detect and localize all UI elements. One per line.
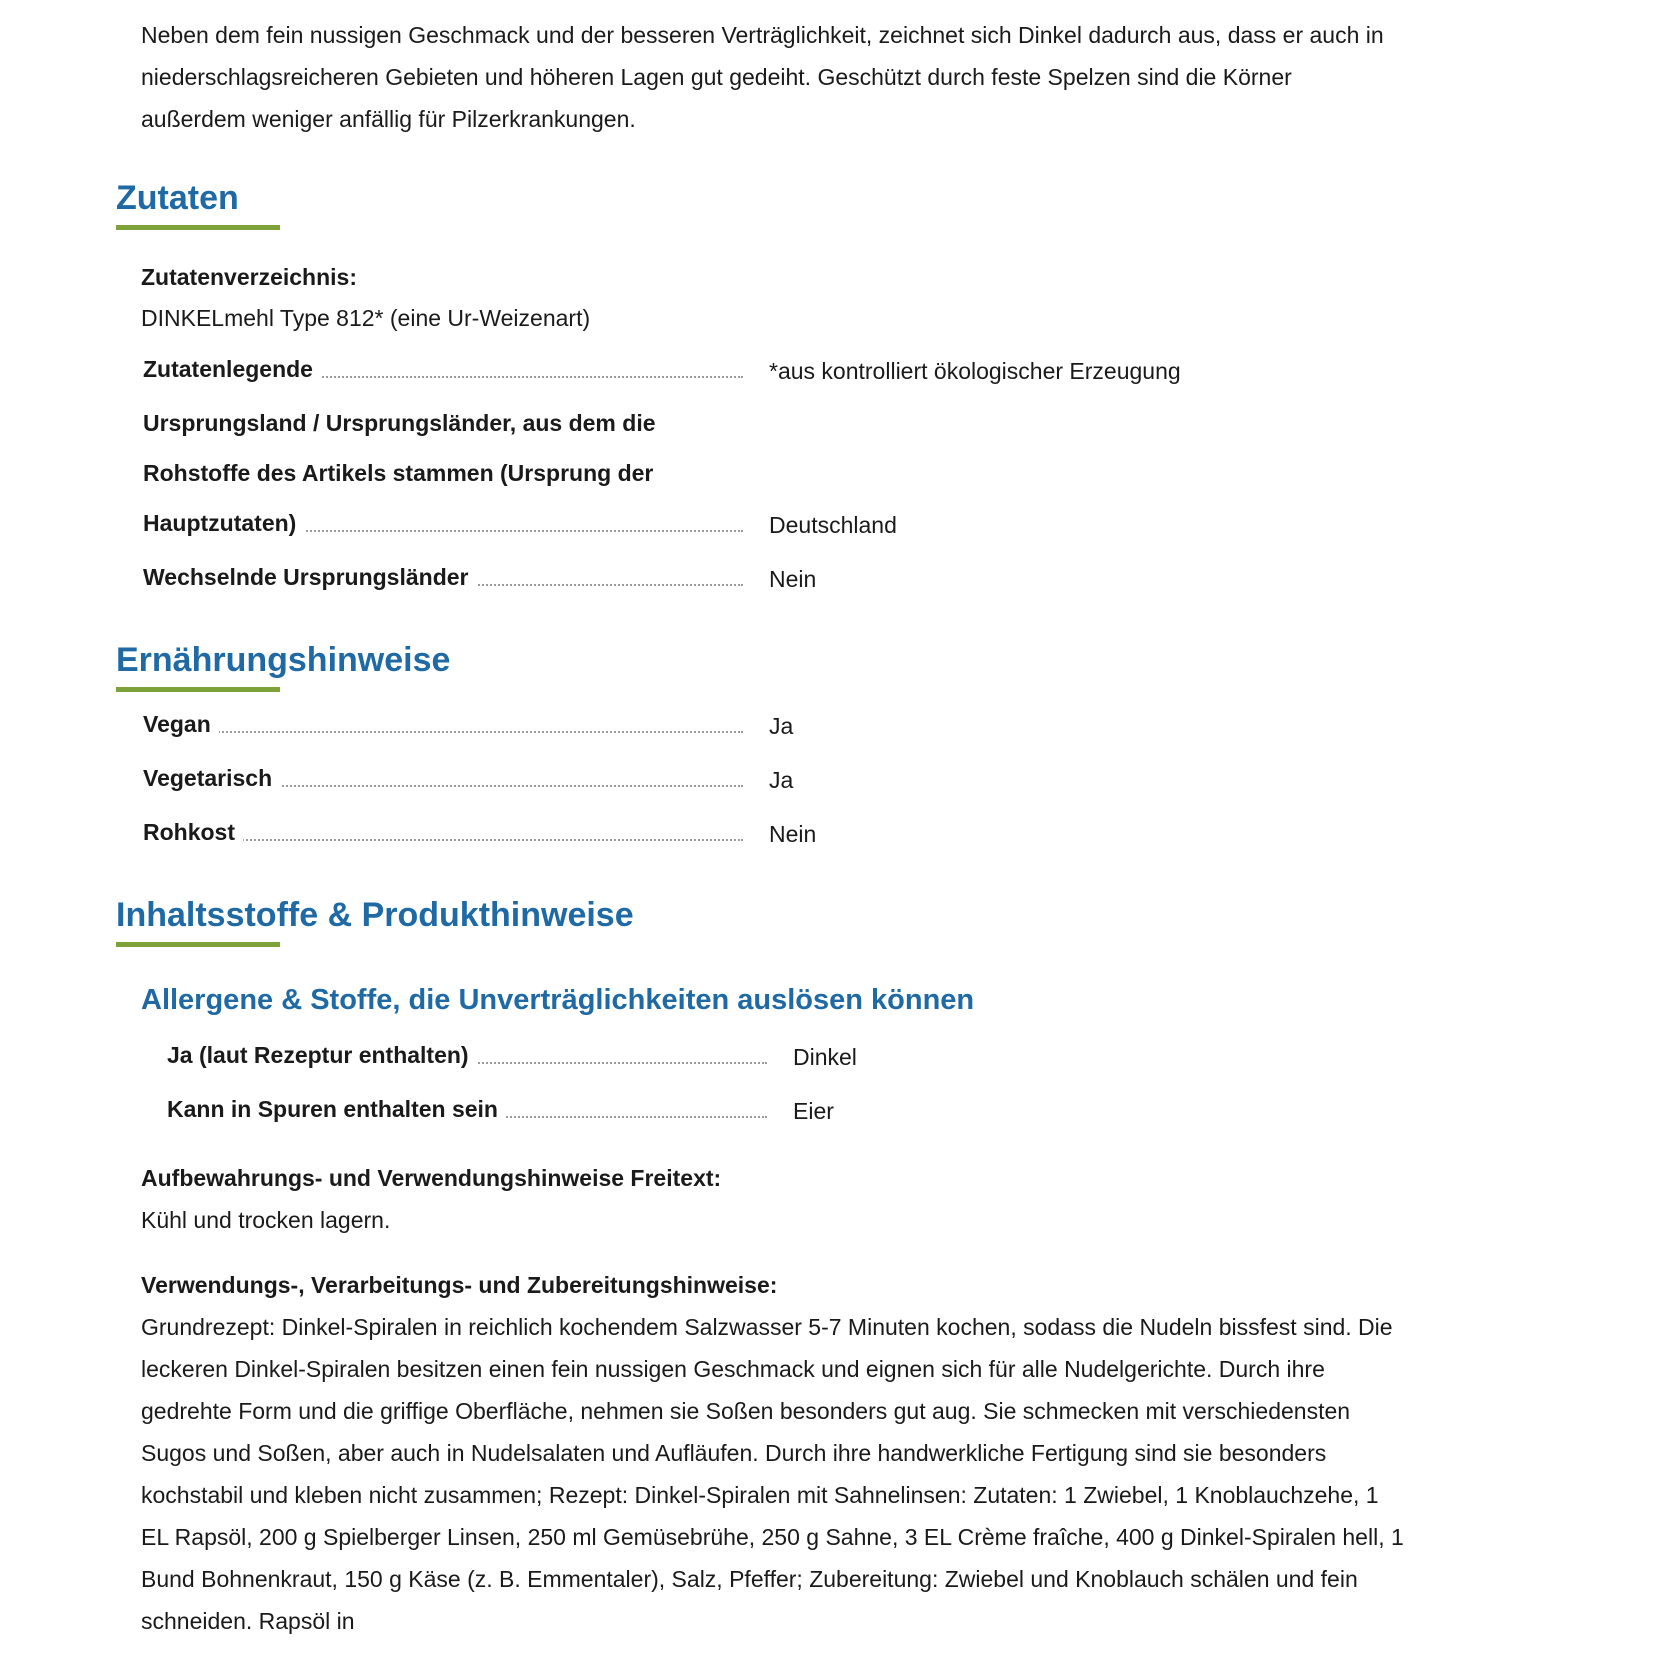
allergene-spuren-label: Kann in Spuren enthalten sein	[167, 1094, 506, 1124]
vegan-value: Ja	[769, 713, 794, 739]
intro-paragraph: Neben dem fein nussigen Geschmack und der besseren Verträglichkeit, zeichnet sich Dinkel dadurch aus, dass er auch in niederschlagsreicheren Gebieten und höheren Lagen gut gedeiht. Geschützt durch feste Spelzen sind die Körner außerdem weniger anfällig für Pilzerkrankungen.	[141, 22, 1384, 132]
allergene-spuren-value: Eier	[793, 1098, 834, 1124]
ernaehrung-row-vegan	[143, 709, 794, 741]
ursprung-label-line3: Hauptzutaten)	[143, 508, 304, 538]
section-rule	[116, 225, 280, 230]
section-rule	[116, 942, 280, 947]
rohkost-value: Nein	[769, 821, 817, 847]
allergene-row-spuren	[167, 1094, 834, 1126]
zutatenlegende-value: *aus kontrolliert ökologischer Erzeugung	[769, 358, 1181, 384]
section-rule	[116, 687, 280, 692]
zutatenverzeichnis-label: Zutatenverzeichnis:	[141, 264, 357, 290]
ernaehrung-row-vegetarisch	[143, 763, 794, 795]
allergene-enthalten-label: Ja (laut Rezeptur enthalten)	[167, 1040, 477, 1070]
dot-leader	[143, 731, 743, 733]
wechselnd-row	[143, 562, 817, 594]
ernaehrung-row-rohkost	[143, 817, 817, 849]
aufbewahrung-label: Aufbewahrungs- und Verwendungshinweise Freitext:	[141, 1165, 722, 1191]
ursprung-label-line2: Rohstoffe des Artikels stammen (Ursprung der	[143, 460, 654, 486]
vegetarisch-label: Vegetarisch	[143, 763, 280, 793]
verwendung-label: Verwendungs-, Verarbeitungs- und Zubereitungshinweise:	[141, 1272, 778, 1298]
wechselnd-label: Wechselnde Ursprungsländer	[143, 562, 477, 592]
subsection-title-allergene: Allergene & Stoffe, die Unverträglichkeiten auslösen können	[141, 984, 975, 1016]
rohkost-label: Rohkost	[143, 817, 243, 847]
zutatenlegende-row	[143, 354, 1181, 386]
vegetarisch-value: Ja	[769, 767, 794, 793]
verwendung-text: Grundrezept: Dinkel-Spiralen in reichlich kochendem Salzwasser 5-7 Minuten kochen, sodass die Nudeln bissfest sind. Die leckeren Dinkel-Spiralen besitzen einen fein nussigen Geschmack und eignen sich für alle Nudelgerichte. Durch ihre gedrehte Form und die griffige Oberfläche, nehmen sie Soßen besonders gut aug. Sie schmecken mit verschiedensten Sugos und Soßen, aber auch in Nudelsalaten und Aufläufen. Durch ihre handwerkliche Fertigung sind sie besonders kochstabil und kleben nicht zusammen; Rezept: Dinkel-Spiralen mit Sahnelinsen: Zutaten: 1 Zwiebel, 1 Knoblauchzehe, 1 EL Rapsöl, 200 g Spielberger Linsen, 250 ml Gemüsebrühe, 250 g Sahne, 3 EL Crème fraîche, 400 g Dinkel-Spiralen hell, 1 Bund Bohnenkraut, 150 g Käse (z. B. Emmentaler), Salz, Pfeffer; Zubereitung: Zwiebel und Knoblauch schälen und fein schneiden. Rapsöl in	[141, 1314, 1404, 1634]
section-title-ernaehrung: Ernährungshinweise	[116, 641, 451, 679]
allergene-enthalten-value: Dinkel	[793, 1044, 857, 1070]
zutatenlegende-label: Zutatenlegende	[143, 354, 321, 384]
aufbewahrung-value: Kühl und trocken lagern.	[141, 1207, 391, 1233]
ursprung-label-line1: Ursprungsland / Ursprungsländer, aus dem die	[143, 410, 656, 436]
section-title-zutaten: Zutaten	[116, 179, 239, 217]
ursprung-value: Deutschland	[769, 512, 897, 538]
allergene-row-enthalten	[167, 1040, 857, 1072]
vegan-label: Vegan	[143, 709, 219, 739]
wechselnd-value: Nein	[769, 566, 817, 592]
ursprung-row	[143, 508, 897, 540]
section-title-inhaltsstoffe: Inhaltsstoffe & Produkthinweise	[116, 896, 634, 934]
zutatenverzeichnis-value: DINKELmehl Type 812* (eine Ur-Weizenart)	[141, 305, 591, 331]
